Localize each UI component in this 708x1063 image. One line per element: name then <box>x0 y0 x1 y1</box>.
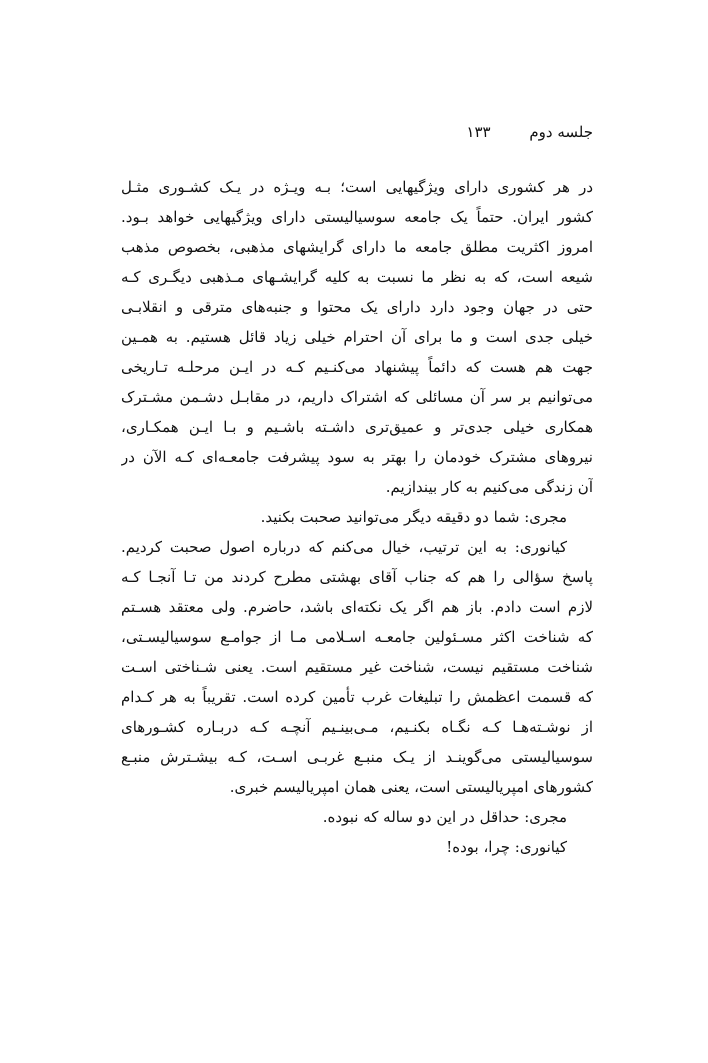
text-line: سوسیالیستی می‌گوینـد از یـک منبـع غربـی اسـت، کـه بیشـترش منبـع <box>121 748 593 766</box>
text-line: کشور ایران. حتماً یک جامعه سوسیالیستی دارای ویژگیهایی خواهد بـود. <box>121 208 593 226</box>
text-line: کشورهای امپریالیستی است، یعنی همان امپریالیسم خبری. <box>229 778 593 796</box>
text-line: شناخت مستقیم نیست، شناخت غیر مستقیم است. یعنی شـناختی اسـت <box>121 658 593 676</box>
text-line: امروز اکثریت مطلق جامعه ما دارای گرایشهای مذهبی، بخصوص مذهب <box>121 238 593 256</box>
text-line: حتی در جهان وجود دارد دارای یک محتوا و جنبه‌های مترقی و انقلابـی <box>121 298 593 316</box>
speaker-line: کیانوری: چرا، بوده! <box>446 838 567 856</box>
text-line: پاسخ سؤالی را هم که جناب آقای بهشتی مطرح کردند من تـا آنجـا کـه <box>121 568 593 586</box>
text-line: از نوشـته‌هـا کـه نگـاه بکنـیم، مـی‌بینـیم آنچـه کـه دربـاره کشـورهای <box>121 718 593 736</box>
text-line: نیروهای مشترک خودمان را بهتر به سود پیشرفت جامعـه‌ای کـه الآن در <box>121 448 593 466</box>
text-line: همکاری خیلی جدی‌تر و عمیق‌تری داشـته باشـیم و بـا ایـن همکـاری، <box>121 418 593 436</box>
text-line: شیعه است، که به نظر ما نسبت به کلیه گرایشـهای مـذهبی دیگـری کـه <box>121 268 593 286</box>
text-line: آن زندگی می‌کنیم به کار بیندازیم. <box>385 478 593 496</box>
text-line: خیلی جدی است و ما برای آن احترام خیلی زیاد قائل هستیم. به همـین <box>121 328 593 346</box>
speaker-line: کیانوری: به این ترتیب، خیال می‌کنم که درباره اصول صحبت کردیم. <box>121 538 567 556</box>
text-line: که شناخت اکثر مسـئولین جامعـه اسـلامی مـا از جوامـع سوسیالیسـتی، <box>121 628 593 646</box>
text-line: که قسمت اعظمش را تبلیغات غرب تأمین کرده است. تقریباً به هر کـدام <box>121 688 593 706</box>
text-line: در هر کشوری دارای ویژگیهایی است؛ بـه ویـژه در یـک کشـوری مثـل <box>121 178 593 196</box>
text-line: جهت هم هست که دائماً پیشنهاد می‌کنـیم کـه در ایـن مرحلـه تـاریخی <box>121 358 593 376</box>
body-text <box>121 172 593 862</box>
running-header <box>121 120 593 144</box>
text-line: لازم است دادم. باز هم اگر یک نکته‌ای باشد، حاضرم. ولی معتقد هسـتم <box>121 598 593 616</box>
speaker-line: مجری: شما دو دقیقه دیگر می‌توانید صحبت بکنید. <box>260 508 567 526</box>
text-line: می‌توانیم بر سر آن مسائلی که اشتراک داریم، در مقابـل دشـمن مشـترک <box>121 388 593 406</box>
chapter-title: جلسه دوم <box>529 123 593 141</box>
speaker-line: مجری: حداقل در این دو ساله که نبوده. <box>322 808 567 826</box>
page-number: ۱۳۳ <box>466 123 491 141</box>
